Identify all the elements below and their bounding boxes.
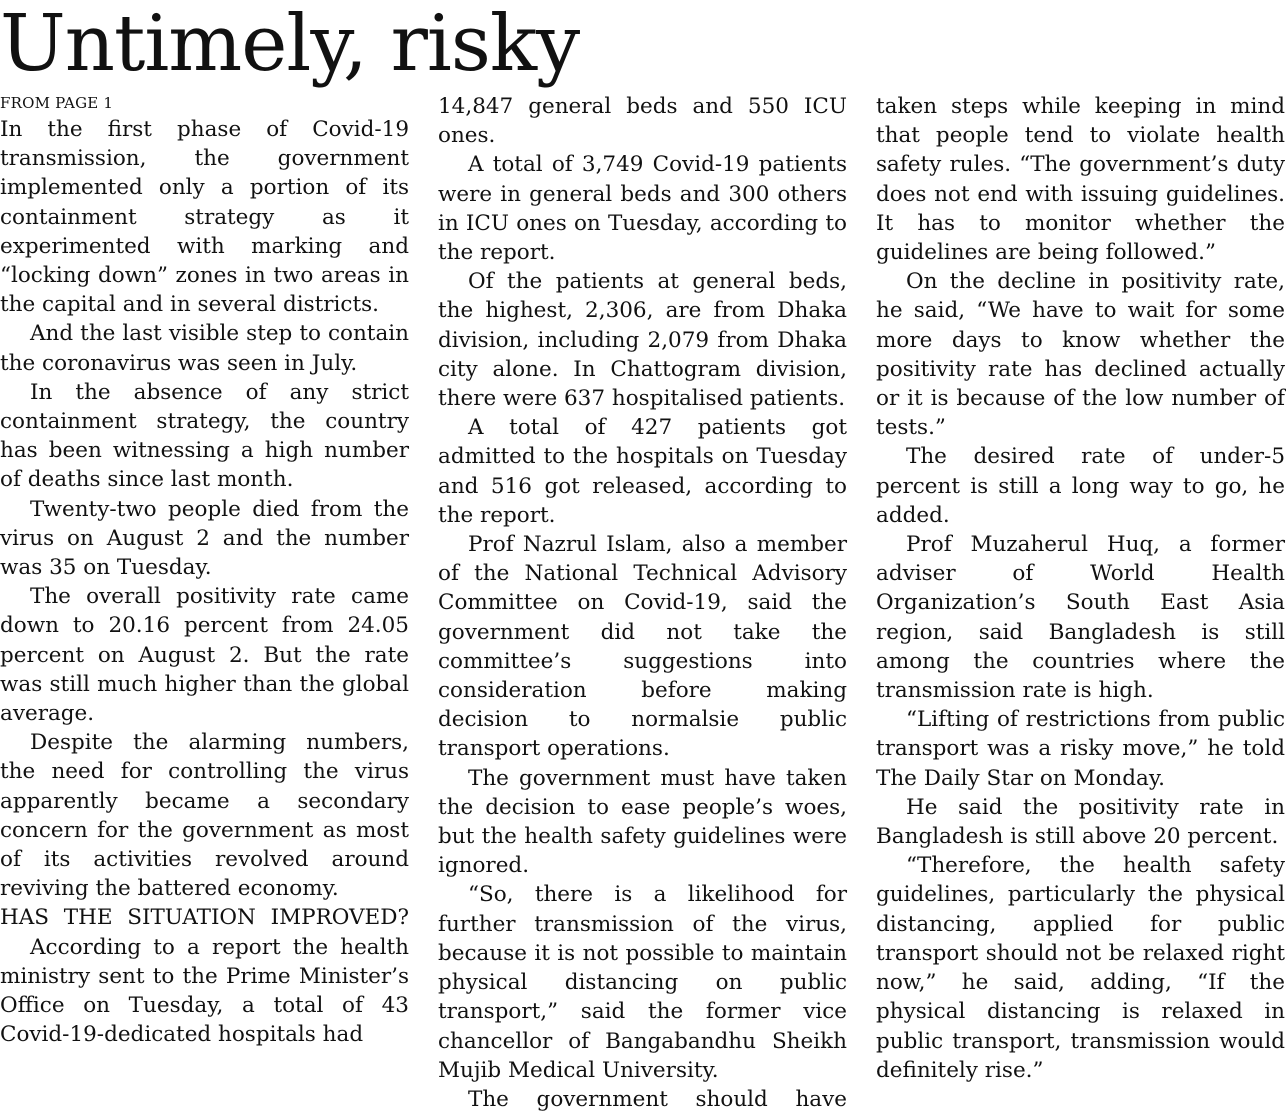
article-column-2 [438,92,847,1114]
paragraph: The overall positivity rate came down to 20.16 percent from 24.05 percent on August 2. But the rate was still much higher than the global average. [0,584,409,727]
paragraph: “So, there is a likelihood for further transmission of the virus, because it is not possible to maintain physical distancing on public transport,” said the former vice chancellor of Bangabandhu Sheikh Mujib Medical University. [438,882,847,1083]
paragraph: taken steps while keeping in mind that people tend to violate health safety rules. “The government’s duty does not end with issuing guidelines. It has to monitor whether the guidelines are being followed.” [876,94,1285,266]
paragraph: The government must have taken the decision to ease people’s woes, but the health safety guidelines were ignored. [438,765,847,879]
paragraph: “Lifting of restrictions from public transport was a risky move,” he told The Daily Star on Monday. [876,707,1285,791]
paragraph: 14,847 general beds and 550 ICU ones. [438,94,847,149]
paragraph: Despite the alarming numbers, the need for controlling the virus apparently became a secondary concern for the government as most of its activities revolved around reviving the battered economy. [0,730,409,902]
section-subhead: HAS THE SITUATION IMPROVED? [0,905,409,931]
headline: Untimely, risky [0,0,580,89]
paragraph: The government should have [468,1086,847,1112]
paragraph: On the decline in positivity rate, he said, “We have to wait for some more days to know whether the positivity rate has declined actually or it is because of the low number of tests.” [876,269,1285,441]
article-column-3 [876,92,1285,1085]
article-column-1 [0,115,409,1050]
paragraph: In the absence of any strict containment strategy, the country has been witnessing a high number of deaths since last month. [0,379,409,493]
paragraph: In the first phase of Covid-19 transmission, the government implemented only a portion of its containment strategy as it experimented with marking and “locking down” zones in two areas in the capital and in several districts. [0,117,409,318]
continued-from-label: FROM PAGE 1 [0,94,114,112]
paragraph: According to a report the health ministry sent to the Prime Minister’s Office on Tuesday, a total of 43 Covid-19-dedicated hospitals had [0,934,409,1048]
paragraph: Of the patients at general beds, the highest, 2,306, are from Dhaka division, including 2,079 from Dhaka city alone. In Chattogram division, there were 637 hospitalised patients. [438,269,847,412]
paragraph: A total of 3,749 Covid-19 patients were in general beds and 300 others in ICU ones on Tuesday, according to the report. [438,152,847,266]
paragraph: Twenty-two people died from the virus on August 2 and the number was 35 on Tuesday. [0,496,409,581]
paragraph: And the last visible step to contain the coronavirus was seen in July. [0,321,409,376]
paragraph: Prof Muzaherul Huq, a former adviser of World Health Organization’s South East Asia region, said Bangladesh is still among the countries where the transmission rate is high. [876,532,1285,704]
paragraph: “Therefore, the health safety guidelines, particularly the physical distancing, applied for public transport should not be relaxed right now,” he said, adding, “If the physical distancing is relaxed in public transport, transmission would definitely rise.” [876,853,1285,1083]
paragraph: The desired rate of under-5 percent is still a long way to go, he added. [876,444,1285,528]
paragraph: Prof Nazrul Islam, also a member of the National Technical Advisory Committee on Covid-19, said the government did not take the committee’s suggestions into consideration before making decision to normalsie public transport operations. [438,532,847,762]
paragraph: He said the positivity rate in Bangladesh is still above 20 percent. [876,794,1285,850]
paragraph: A total of 427 patients got admitted to the hospitals on Tuesday and 516 got released, according to the report. [438,415,847,528]
